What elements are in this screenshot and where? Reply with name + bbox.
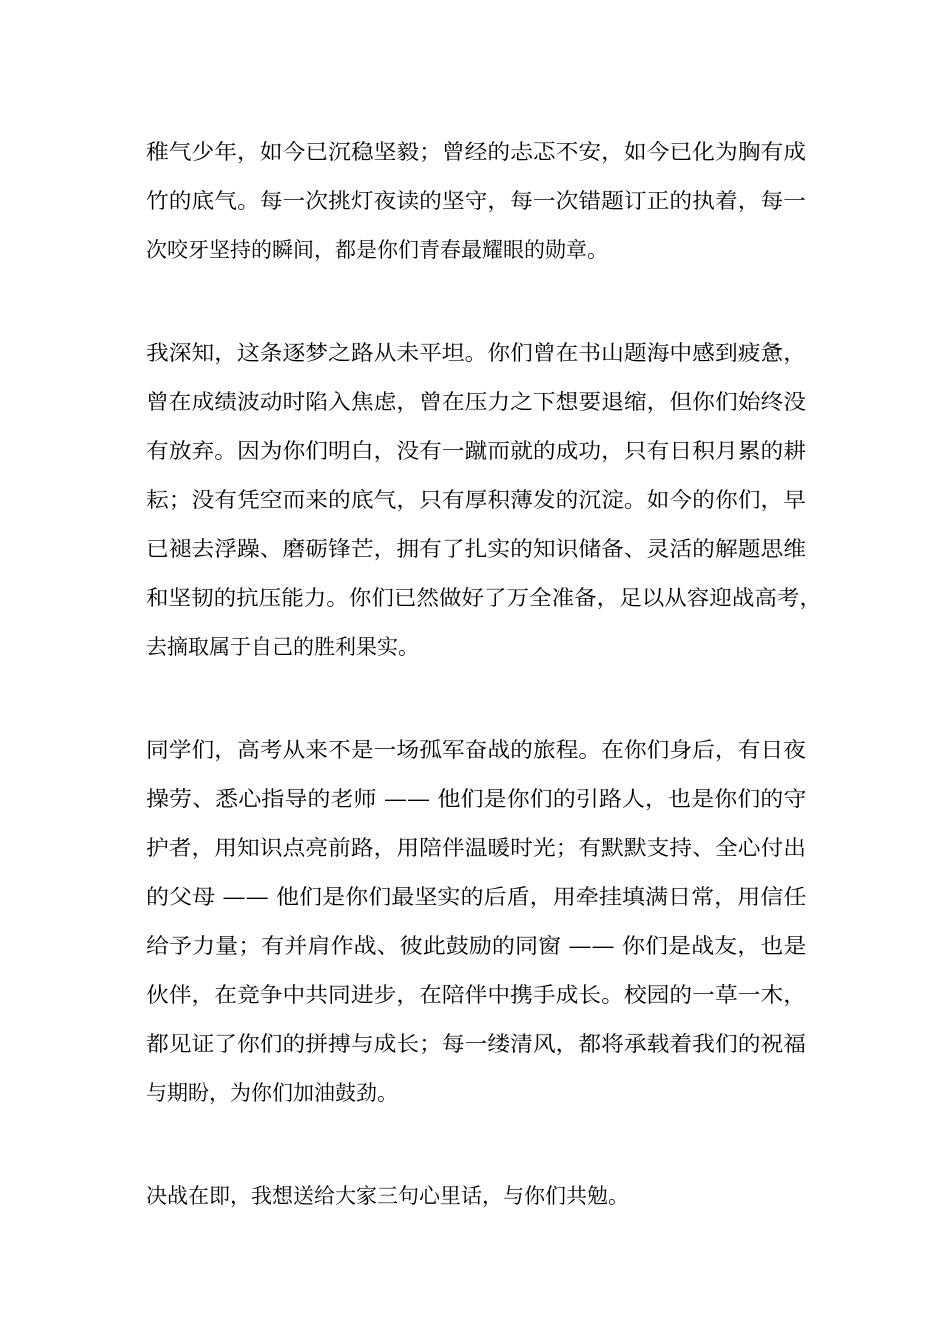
text-line: 都见证了你们的拼搏与成长；每一缕清风，都将承载着我们的祝福: [146, 1032, 806, 1056]
text-line: 竹的底气。每一次挑灯夜读的坚守，每一次错题订正的执着，每一: [146, 189, 806, 213]
text-line: 护者，用知识点亮前路，用陪伴温暖时光；有默默支持、全心付出: [146, 836, 806, 860]
text-line: 稚气少年，如今已沉稳坚毅；曾经的忐忑不安，如今已化为胸有成: [146, 140, 806, 164]
text-line: 决战在即，我想送给大家三句心里话，与你们共勉。: [146, 1184, 629, 1208]
text-line: 和坚韧的抗压能力。你们已然做好了万全准备，足以从容迎战高考，: [146, 586, 822, 610]
text-line: 的父母 —— 他们是你们最坚实的后盾，用牵挂填满日常，用信任: [146, 885, 807, 909]
text-line: 有放弃。因为你们明白，没有一蹴而就的成功，只有日积月累的耕: [146, 439, 806, 463]
text-line: 去摘取属于自己的胜利果实。: [146, 635, 419, 659]
text-line: 耘；没有凭空而来的底气，只有厚积薄发的沉淀。如今的你们，早: [146, 488, 806, 512]
text-line: 同学们，高考从来不是一场孤军奋战的旅程。在你们身后，有日夜: [146, 738, 806, 762]
text-line: 曾在成绩波动时陷入焦虑，曾在压力之下想要退缩，但你们始终没: [146, 390, 806, 414]
text-line: 次咬牙坚持的瞬间，都是你们青春最耀眼的勋章。: [146, 238, 608, 262]
text-line: 已褪去浮躁、磨砺锋芒，拥有了扎实的知识储备、灵活的解题思维: [146, 537, 806, 561]
text-line: 与期盼，为你们加油鼓劲。: [146, 1081, 398, 1105]
text-line: 伙伴，在竞争中共同进步，在陪伴中携手成长。校园的一草一木，: [146, 983, 806, 1007]
text-line: 我深知，这条逐梦之路从未平坦。你们曾在书山题海中感到疲惫，: [146, 341, 806, 365]
text-line: 操劳、悉心指导的老师 —— 他们是你们的引路人，也是你们的守: [146, 787, 807, 811]
text-line: 给予力量；有并肩作战、彼此鼓励的同窗 —— 你们是战友，也是: [146, 934, 807, 958]
